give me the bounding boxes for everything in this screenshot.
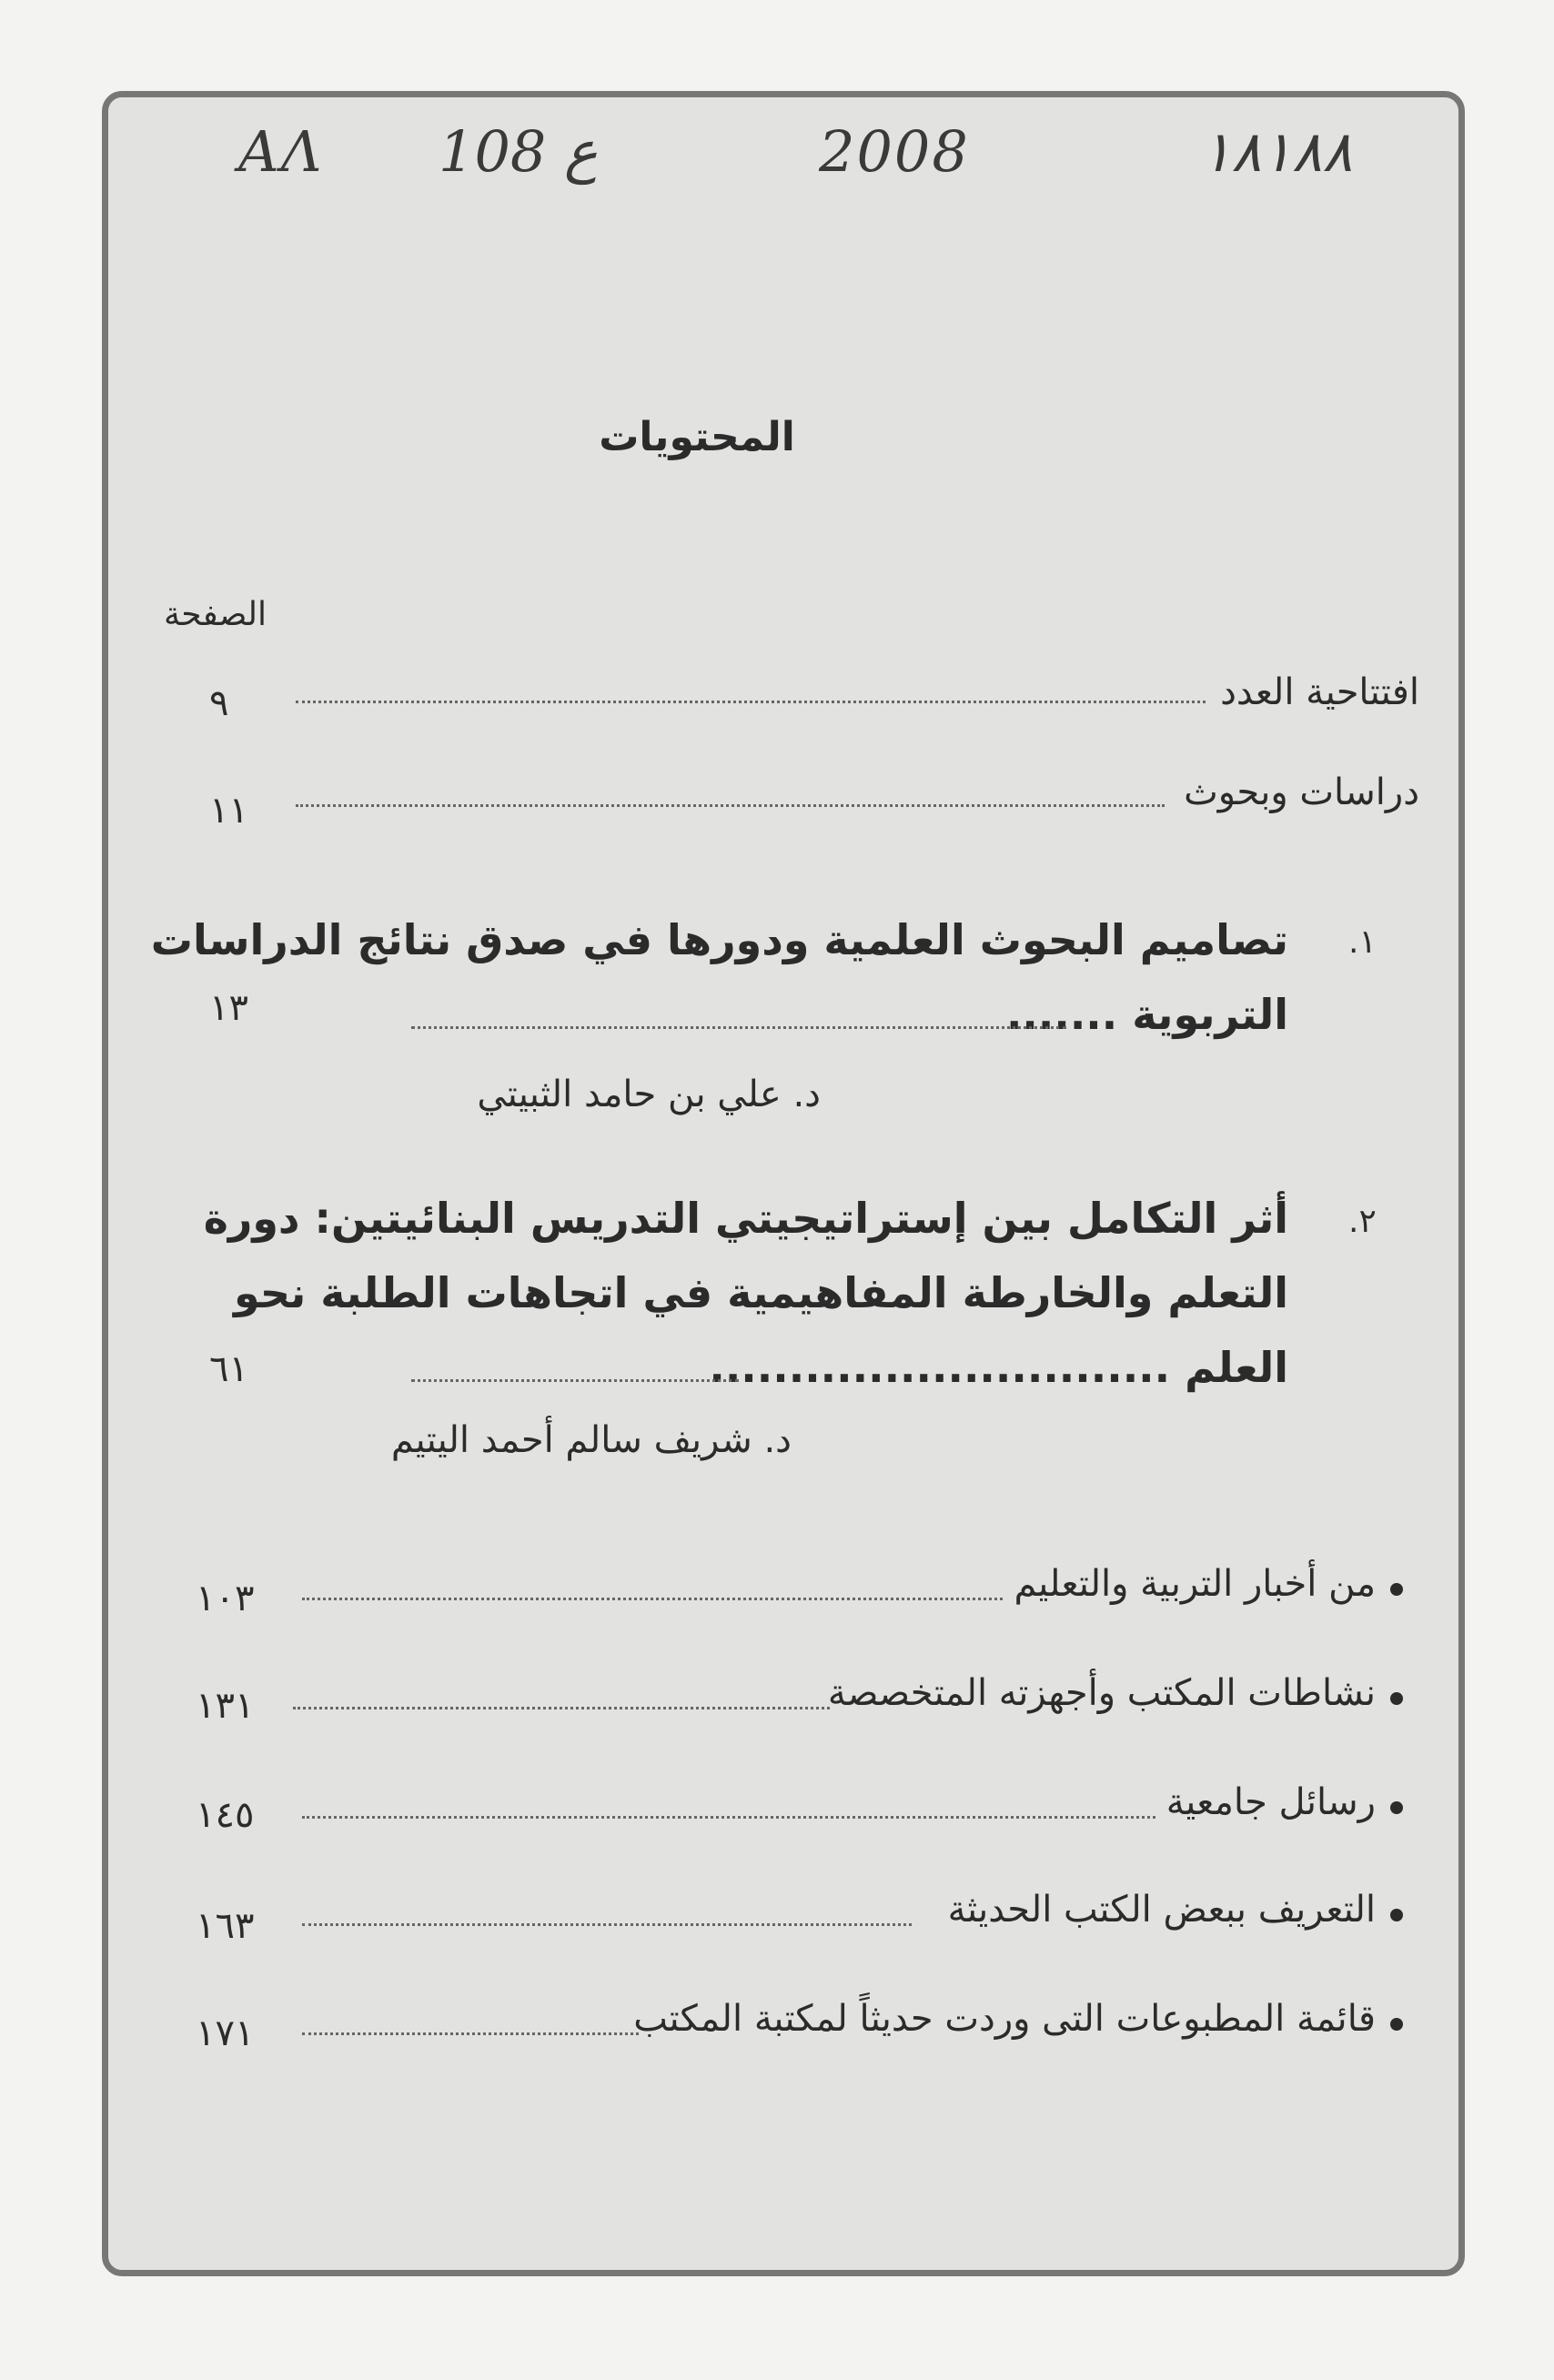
page-number: ٩ — [209, 682, 229, 724]
toc-entry-label: قائمة المطبوعات التى وردت حديثاً لمكتبة المكتب — [633, 1998, 1376, 2040]
leader-dots — [302, 2032, 639, 2035]
article-title-line: تصاميم البحوث العلمية ودورها في صدق نتائج الدراسات — [150, 915, 1288, 964]
page-number: ١٣ — [209, 987, 248, 1029]
article-title-line: التعلم والخارطة المفاهيمية في اتجاهات الطلبة نحو — [233, 1268, 1288, 1317]
bullet — [1390, 2018, 1403, 2031]
handwritten-note-1: ΑΛ — [238, 118, 324, 185]
page-column-header: الصفحة — [164, 596, 267, 633]
toc-entry-label: رسائل جامعية — [1166, 1781, 1376, 1823]
bullet — [1390, 1801, 1403, 1814]
article-author: د. علي بن حامد الثبيتي — [477, 1074, 821, 1115]
handwritten-note-3: 2008 — [819, 118, 970, 185]
leader-dots — [302, 1816, 1155, 1819]
toc-entry-label: افتتاحية العدد — [1220, 671, 1419, 713]
leader-dots — [293, 1707, 830, 1709]
article-number: .٢ — [1348, 1203, 1377, 1240]
page-number: ٦١ — [209, 1348, 248, 1390]
toc-entry-label: نشاطات المكتب وأجهزته المتخصصة — [827, 1672, 1376, 1714]
page-number: ١٣١ — [196, 1685, 255, 1727]
article-author: د. شريف سالم أحمد اليتيم — [390, 1419, 792, 1461]
bullet — [1390, 1692, 1403, 1705]
handwritten-note-2: 108 ع — [439, 118, 599, 185]
bullet — [1390, 1583, 1403, 1596]
page-number: ١١ — [209, 790, 248, 832]
leader-dots — [302, 1598, 1003, 1600]
leader-dots — [296, 701, 1206, 703]
leader-dots — [296, 804, 1165, 807]
article-title-line: أثر التكامل بين إستراتيجيتي التدريس البنائيتين: دورة — [203, 1194, 1288, 1243]
article-title-line: العلم ............................. — [709, 1343, 1288, 1392]
page-title: المحتويات — [599, 414, 795, 460]
page-number: ١٠٣ — [196, 1578, 255, 1619]
page-number: ١٤٥ — [196, 1794, 255, 1836]
article-number: .١ — [1348, 923, 1377, 961]
page-number: ١٦٣ — [196, 1905, 255, 1947]
article-title-line: التربوية ....... — [1005, 990, 1288, 1039]
bullet — [1390, 1909, 1403, 1921]
leader-dots — [411, 1026, 1066, 1029]
leader-dots — [411, 1379, 739, 1382]
toc-entry-label: دراسات وبحوث — [1184, 771, 1419, 813]
handwritten-note-4: ١٨١٨٨ — [1201, 118, 1353, 185]
toc-entry-label: من أخبار التربية والتعليم — [1014, 1563, 1376, 1605]
toc-entry-label: التعريف ببعض الكتب الحديثة — [947, 1889, 1376, 1931]
page-number: ١٧١ — [196, 2012, 255, 2054]
leader-dots — [302, 1923, 912, 1926]
